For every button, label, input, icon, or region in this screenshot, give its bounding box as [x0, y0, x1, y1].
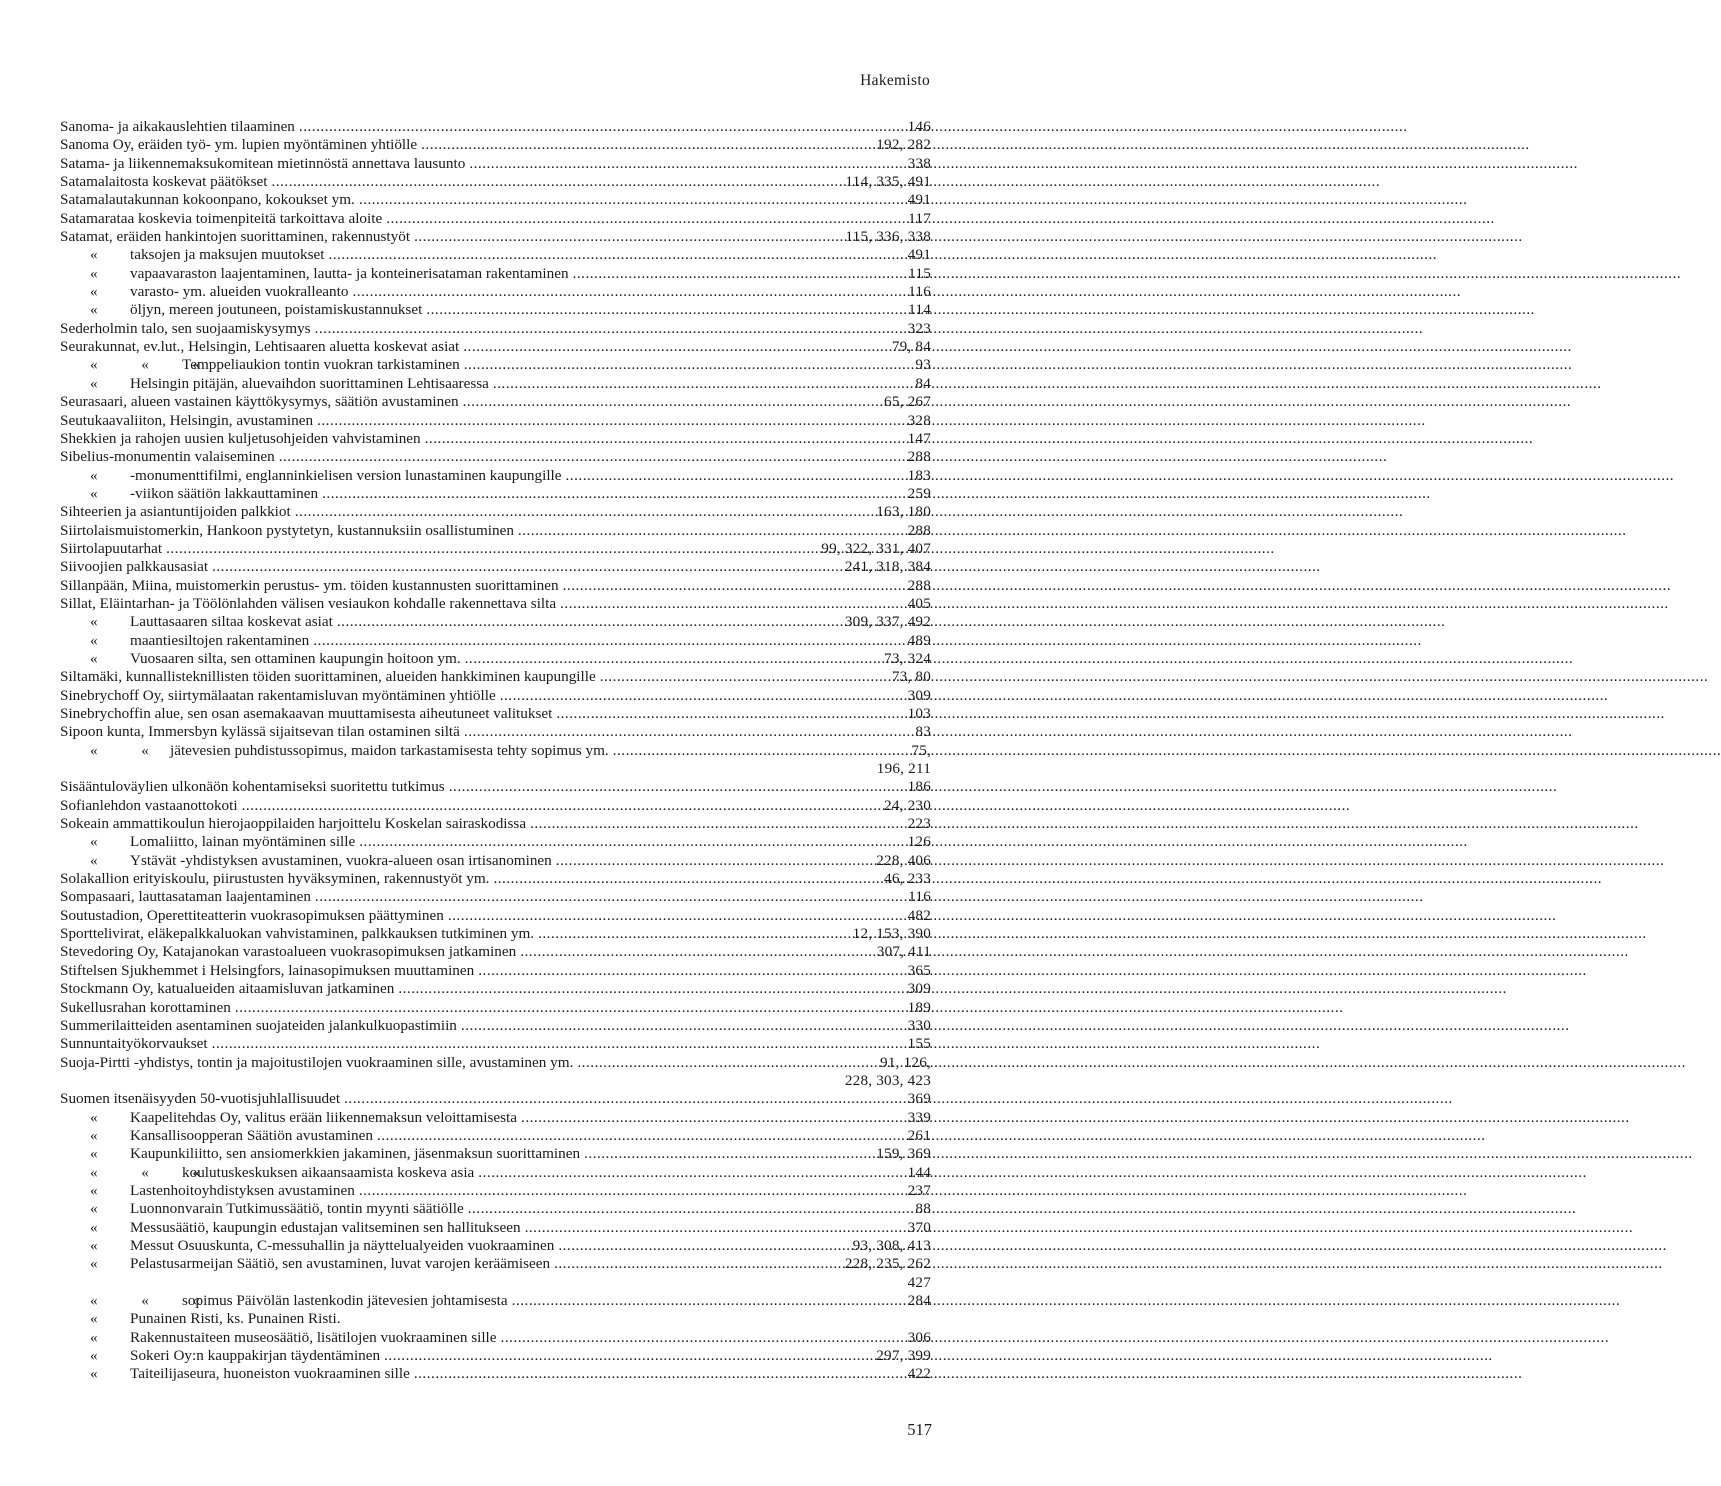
index-entry: [60, 815, 931, 833]
ditto-mark: «: [90, 851, 98, 869]
index-entry: [60, 980, 931, 998]
entry-text: Suoja-Pirtti -yhdistys, tontin ja majoitustilojen vuokraaminen sille, avustaminen ym.: [60, 1053, 574, 1071]
entry-pages: 323: [907, 319, 931, 337]
dot-leader: [315, 320, 904, 338]
entry-pages: 228, 406: [876, 851, 931, 869]
entry-text: Helsingin pitäjän, aluevaihdon suorittaminen Lehtisaaressa: [130, 374, 489, 392]
ditto-mark: « « «: [90, 1163, 200, 1181]
index-entry: [60, 430, 931, 448]
ditto-mark: «: [90, 1126, 98, 1144]
ditto-mark: «: [90, 1200, 98, 1218]
index-entry: [60, 760, 931, 778]
entry-pages: 422: [907, 1365, 931, 1383]
entry-pages: 489: [907, 631, 931, 649]
entry-pages: 297, 399: [876, 1347, 931, 1365]
dot-leader: [279, 448, 904, 466]
entry-pages: 370: [907, 1218, 931, 1236]
dot-leader: [299, 118, 904, 136]
dot-leader: [566, 467, 904, 485]
entry-text: maantiesiltojen rakentaminen: [130, 631, 310, 649]
entry-text: Pelastusarmeijan Säätiö, sen avustaminen, luvat varojen keräämiseen: [130, 1255, 551, 1273]
dot-leader: [384, 1347, 872, 1365]
entry-text: Punainen Risti, ks. Punainen Risti.: [130, 1310, 341, 1328]
entry-pages: 99, 322, 331, 407: [821, 539, 931, 557]
entry-text: Sederholmin talo, sen suojaamiskysymys: [60, 319, 311, 337]
index-entry: [60, 1109, 931, 1127]
entry-pages: 93, 308, 413: [852, 1236, 931, 1254]
entry-text: Sokeri Oy:n kauppakirjan täydentäminen: [130, 1347, 381, 1365]
dot-leader: [525, 1219, 904, 1237]
index-entry: [60, 797, 931, 815]
index-entry: [60, 778, 931, 796]
entry-text: Sillat, Eläintarhan- ja Töölönlahden välisen vesiaukon kohdalle rakennettava silta: [60, 594, 557, 612]
entry-text: Sibelius-monumentin valaiseminen: [60, 448, 275, 466]
index-entry: [60, 650, 931, 668]
dot-leader: [465, 650, 880, 668]
entry-text: Lauttasaaren siltaa koskevat asiat: [130, 613, 333, 631]
dot-leader: [468, 1200, 912, 1218]
index-entry: [60, 118, 931, 136]
entry-text: -monumenttifilmi, englanninkielisen version lunastaminen kaupungille: [130, 466, 562, 484]
index-entry: [60, 1365, 931, 1383]
index-entry: [60, 687, 931, 705]
entry-pages: 116: [908, 888, 931, 906]
dot-leader: [463, 393, 880, 411]
dot-leader: [556, 705, 903, 723]
ditto-mark: «: [90, 1347, 98, 1365]
dot-leader: [414, 228, 841, 246]
index-entry: [60, 283, 931, 301]
ditto-mark: «: [90, 1108, 98, 1126]
ditto-mark: «: [90, 246, 98, 264]
entry-text: Shekkien ja rahojen uusien kuljetusohjeiden vahvistaminen: [60, 429, 421, 447]
entry-pages: 339: [907, 1108, 931, 1126]
index-entry: [60, 210, 931, 228]
entry-text: Satamat, eräiden hankintojen suorittaminen, rakennustyöt: [60, 228, 411, 246]
dot-leader: [166, 540, 817, 558]
entry-pages: 183: [907, 466, 931, 484]
entry-pages: 237: [907, 1181, 931, 1199]
entry-pages: 116: [908, 283, 931, 301]
index-entry: [60, 1292, 931, 1310]
entry-text: Seutukaavaliiton, Helsingin, avustaminen: [60, 411, 314, 429]
dot-leader: [449, 778, 904, 796]
entry-pages: 93: [915, 356, 931, 374]
entry-text: Sanoma- ja aikakauslehtien tilaaminen: [60, 118, 295, 135]
index-entry: [60, 320, 931, 338]
dot-leader: [414, 1365, 904, 1383]
index-entry: [60, 852, 931, 870]
dot-leader: [328, 246, 903, 264]
entry-text: vapaavaraston laajentaminen, lautta- ja konteinerisataman rakentaminen: [130, 264, 569, 282]
index-entry: [60, 577, 931, 595]
ditto-mark: «: [90, 374, 98, 392]
entry-pages: 228, 235, 262: [844, 1255, 931, 1273]
dot-leader: [464, 723, 912, 741]
dot-leader: [520, 943, 873, 961]
dot-leader: [448, 907, 904, 925]
entry-pages: 328: [907, 411, 931, 429]
entry-text: Siirtolaismuistomerkin, Hankoon pystytetyn, kustannuksiin osallistuminen: [60, 521, 514, 539]
entry-text: taksojen ja maksujen muutokset: [130, 246, 325, 264]
index-entry: [60, 1274, 931, 1292]
index-entry: [60, 246, 931, 264]
entry-pages: 284: [907, 1292, 931, 1309]
index-entry: [60, 448, 931, 466]
ditto-mark: «: [90, 1310, 98, 1328]
entry-text: Sukellusrahan korottaminen: [60, 998, 231, 1016]
dot-leader: [493, 375, 911, 393]
entry-pages: 24, 230: [884, 796, 931, 814]
dot-leader: [386, 210, 904, 228]
index-entry: [60, 1072, 931, 1090]
index-entry: [60, 467, 931, 485]
entry-text: Messut Osuuskunta, C-messuhallin ja näyttelualyeiden vuokraaminen: [130, 1236, 555, 1254]
dot-leader: [501, 1329, 904, 1347]
entry-pages: 114, 335, 491: [845, 173, 931, 191]
ditto-mark: «: [90, 484, 98, 502]
index-entry: [60, 301, 931, 319]
entry-pages: 192, 282: [876, 136, 931, 154]
dot-leader: [359, 191, 904, 209]
index-entry: [60, 1329, 931, 1347]
index-entry: [60, 265, 931, 283]
index-entry: [60, 522, 931, 540]
dot-leader: [461, 1017, 904, 1035]
index-entry: [60, 1164, 931, 1182]
dot-leader: [478, 962, 903, 980]
index-entry: [60, 595, 931, 613]
ditto-mark: «: [90, 1145, 98, 1163]
entry-pages: 259: [907, 484, 931, 502]
index-entry: [60, 999, 931, 1017]
entry-pages: 288: [907, 576, 931, 594]
entry-pages: 223: [907, 815, 931, 833]
entry-text: Sihteerien ja asiantuntijoiden palkkiot: [60, 503, 291, 521]
ditto-mark: «: [90, 264, 98, 282]
ditto-mark: «: [90, 301, 98, 319]
dot-leader: [212, 1035, 904, 1053]
dot-leader: [558, 1237, 848, 1255]
entry-pages: 369: [907, 1090, 931, 1108]
ditto-mark: «: [90, 466, 98, 484]
entry-text: Siirtolapuutarhat: [60, 539, 163, 557]
entry-text: Sompasaari, lauttasataman laajentaminen: [60, 888, 311, 906]
entry-pages: 115: [908, 264, 931, 282]
entry-text: Stiftelsen Sjukhemmet i Helsingfors, lainasopimuksen muuttaminen: [60, 961, 475, 979]
entry-text: Ystävät -yhdistyksen avustaminen, vuokra-alueen osan irtisanominen: [130, 851, 552, 869]
index-entry: [60, 1054, 931, 1072]
entry-text: Vuosaaren silta, sen ottaminen kaupungin hoitoon ym.: [130, 649, 461, 667]
dot-leader: [295, 503, 873, 521]
entry-text: Rakennustaiteen museosäätiö, lisätilojen vuokraaminen sille: [130, 1328, 497, 1346]
index-entries: [60, 118, 931, 1384]
index-entry: [60, 540, 931, 558]
entry-pages: 73, 80: [891, 668, 931, 686]
dot-leader: [521, 1109, 904, 1127]
entry-pages: 117: [908, 209, 931, 227]
dot-leader: [359, 833, 903, 851]
index-entry: [60, 136, 931, 154]
entry-pages: 114: [908, 301, 931, 319]
entry-pages: 144: [907, 1163, 931, 1181]
dot-leader: [352, 283, 904, 301]
entry-pages: 261: [907, 1126, 931, 1144]
entry-pages: 491: [907, 191, 931, 209]
entry-text: Seurakunnat, ev.lut., Helsingin, Lehtisaaren aluetta koskevat asiat: [60, 338, 460, 356]
entry-text: Sofianlehdon vastaanottokoti: [60, 796, 238, 814]
index-entry: [60, 1310, 931, 1328]
index-entry: [60, 1182, 931, 1200]
ditto-mark: «: [90, 1236, 98, 1254]
entry-text: sopimus Päivölän lastenkodin jätevesien johtamisesta: [182, 1292, 508, 1309]
dot-leader: [337, 613, 841, 631]
index-entry: [60, 1127, 931, 1145]
dot-leader: [478, 1164, 903, 1182]
entry-pages: 196, 211: [876, 760, 931, 778]
dot-leader: [235, 999, 904, 1017]
entry-pages: 307, 411: [876, 943, 931, 961]
entry-text: öljyn, mereen joutuneen, poistamiskustannukset: [130, 301, 423, 319]
entry-pages: 241, 318, 384: [844, 558, 931, 576]
dot-leader: [530, 815, 904, 833]
index-entry: [60, 723, 931, 741]
index-entry: [60, 338, 931, 356]
entry-text: Sporttelivirat, eläkepalkkaluokan vahvistaminen, palkkauksen tutkiminen ym.: [60, 925, 535, 943]
dot-leader: [212, 558, 841, 576]
entry-pages: 84: [915, 374, 931, 392]
dot-leader: [554, 1255, 841, 1273]
index-entry: [60, 833, 931, 851]
index-entry: [60, 613, 931, 631]
ditto-mark: «: [90, 631, 98, 649]
entry-pages: 189: [907, 998, 931, 1016]
entry-pages: 365: [907, 961, 931, 979]
index-entry: [60, 632, 931, 650]
index-entry: [60, 962, 931, 980]
dot-leader: [313, 632, 903, 650]
dot-leader: [538, 925, 849, 943]
entry-text: Siivoojien palkkausasiat: [60, 558, 209, 576]
page-number: 517: [907, 1420, 932, 1439]
entry-text: Lomaliitto, lainan myöntäminen sille: [130, 833, 356, 851]
entry-pages: 126: [907, 833, 931, 851]
entry-text: Temppeliaukion tontin vuokran tarkistaminen: [182, 356, 460, 374]
ditto-mark: «: [90, 1218, 98, 1236]
entry-pages: 88: [915, 1200, 931, 1218]
entry-text: Messusäätiö, kaupungin edustajan valitseminen sen hallitukseen: [130, 1218, 521, 1236]
index-entry: [60, 668, 931, 686]
entry-pages: 159, 369: [876, 1145, 931, 1163]
entry-text: Seurasaari, alueen vastainen käyttökysymys, säätiön avustaminen: [60, 393, 459, 411]
ditto-mark: «: [90, 613, 98, 631]
entry-pages: 147: [907, 429, 931, 447]
entry-text: Kaupunkiliitto, sen ansiomerkkien jakaminen, jäsenmaksun suorittaminen: [130, 1145, 581, 1163]
entry-text: -viikon säätiön lakkauttaminen: [130, 484, 319, 502]
index-entry: [60, 173, 931, 191]
index-entry: [60, 503, 931, 521]
entry-text: Sipoon kunta, Immersbyn kylässä sijaitsevan tilan ostaminen siltä: [60, 723, 460, 741]
index-entry: [60, 870, 931, 888]
entry-pages: 79, 84: [891, 338, 931, 356]
entry-pages: 228, 303, 423: [844, 1071, 931, 1089]
entry-pages: 288: [907, 521, 931, 539]
index-entry: [60, 412, 931, 430]
index-entry: [60, 375, 931, 393]
entry-text: Soutustadion, Operettiteatterin vuokrasopimuksen päättyminen: [60, 906, 444, 924]
dot-leader: [613, 742, 908, 760]
dot-leader: [560, 595, 903, 613]
entry-text: Taiteilijaseura, huoneiston vuokraaminen sille: [130, 1365, 410, 1383]
ditto-mark: « « «: [90, 356, 200, 374]
index-entry: [60, 1219, 931, 1237]
dot-leader: [500, 687, 904, 705]
entry-text: Lastenhoitoyhdistyksen avustaminen: [130, 1181, 355, 1199]
entry-pages: 186: [907, 778, 931, 796]
index-entry: [60, 1237, 931, 1255]
entry-pages: 46, 233: [884, 870, 931, 888]
index-entry: [60, 1347, 931, 1365]
entry-pages: 405: [907, 594, 931, 612]
entry-text: Sanoma Oy, eräiden työ- ym. lupien myöntäminen yhtiölle: [60, 136, 418, 154]
ditto-mark: «: [90, 283, 98, 301]
dot-leader: [272, 173, 842, 191]
entry-text: Sisääntuloväylien ulkonäön kohentamiseksi suoritettu tutkimus: [60, 778, 445, 796]
dot-leader: [315, 888, 904, 906]
entry-text: Sunnuntaityökorvaukset: [60, 1035, 208, 1053]
index-entry: [60, 742, 931, 760]
index-entry: [60, 943, 931, 961]
dot-leader: [322, 485, 904, 503]
entry-text: koulutuskeskuksen aikaansaamista koskeva asia: [182, 1163, 475, 1181]
index-entry: [60, 485, 931, 503]
entry-text: Sokeain ammattikoulun hierojaoppilaiden harjoittelu Koskelan sairaskodissa: [60, 815, 527, 833]
index-entry: [60, 228, 931, 246]
dot-leader: [573, 265, 905, 283]
entry-text: Kaapelitehdas Oy, valitus erään liikennemaksun veloittamisesta: [130, 1108, 518, 1126]
entry-pages: 83: [915, 723, 931, 741]
dot-leader: [359, 1182, 904, 1200]
index-entry: [60, 356, 931, 374]
dot-leader: [600, 668, 888, 686]
running-header: Hakemisto: [860, 72, 930, 89]
entry-text: Siltamäki, kunnallisteknillisten töiden suorittaminen, alueiden hankkiminen kaupungille: [60, 668, 596, 686]
index-entry: [60, 393, 931, 411]
entry-text: varasto- ym. alueiden vuokralleanto: [130, 283, 349, 301]
entry-text: Summerilaitteiden asentaminen suojateiden jalankulkuopastimiin: [60, 1016, 457, 1034]
ditto-mark: «: [90, 833, 98, 851]
entry-text: Stevedoring Oy, Katajanokan varastoalueen vuokrasopimuksen jatkaminen: [60, 943, 517, 961]
dot-leader: [317, 412, 904, 430]
entry-text: Satamalautakunnan kokoonpano, kokoukset ym.: [60, 191, 355, 209]
entry-text: Sinebrychoffin alue, sen osan asemakaavan muuttamisesta aiheutuneet valitukset: [60, 705, 553, 722]
index-entry: [60, 888, 931, 906]
index-entry: [60, 1200, 931, 1218]
dot-leader: [512, 1292, 904, 1310]
entry-pages: 338: [907, 154, 931, 172]
dot-leader: [377, 1127, 904, 1145]
index-entry: [60, 705, 931, 723]
index-entry: [60, 1255, 931, 1273]
entry-pages: 482: [907, 906, 931, 924]
entry-text: Satamarataa koskevia toimenpiteitä tarkoittava aloite: [60, 209, 383, 227]
entry-pages: 73, 324: [884, 649, 931, 667]
index-entry: [60, 1035, 931, 1053]
index-entry: [60, 191, 931, 209]
dot-leader: [518, 522, 904, 540]
dot-leader: [493, 870, 880, 888]
entry-pages: 330: [907, 1016, 931, 1034]
entry-pages: 91, 126,: [880, 1053, 931, 1071]
entry-text: Satama- ja liikennemaksukomitean mietinnöstä annettava lausunto: [60, 154, 466, 172]
ditto-mark: « «: [90, 741, 149, 759]
entry-text: Solakallion erityiskoulu, piirustusten hyväksyminen, rakennustyöt ym.: [60, 870, 490, 888]
dot-leader: [344, 1090, 904, 1108]
index-entry: [60, 907, 931, 925]
entry-text: Sinebrychoff Oy, siirtymälaatan rakentamisluvan myöntäminen yhtiölle: [60, 686, 496, 704]
entry-pages: 103: [907, 705, 931, 722]
dot-leader: [556, 852, 872, 870]
ditto-mark: «: [90, 649, 98, 667]
entry-pages: 12, 153, 390: [852, 925, 931, 943]
entry-pages: 309: [907, 980, 931, 998]
dot-leader: [463, 338, 888, 356]
dot-leader: [464, 356, 912, 374]
index-entry: [60, 1090, 931, 1108]
ditto-mark: «: [90, 1255, 98, 1273]
ditto-mark: «: [90, 1365, 98, 1383]
entry-pages: 491: [907, 246, 931, 264]
index-entry: [60, 155, 931, 173]
index-entry: [60, 1145, 931, 1163]
index-entry: [60, 558, 931, 576]
dot-leader: [577, 1054, 876, 1072]
entry-pages: 115, 336, 338: [845, 228, 931, 246]
ditto-mark: «: [90, 1181, 98, 1199]
dot-leader: [398, 980, 903, 998]
ditto-mark: « « «: [90, 1292, 200, 1309]
ditto-mark: «: [90, 1328, 98, 1346]
entry-text: jätevesien puhdistussopimus, maidon tarkastamisesta tehty sopimus ym.: [170, 741, 609, 759]
dot-leader: [563, 577, 904, 595]
entry-pages: 309: [907, 686, 931, 704]
dot-leader: [426, 301, 904, 319]
entry-pages: 65, 267: [884, 393, 931, 411]
entry-text: Satamalaitosta koskevat päätökset: [60, 173, 268, 191]
entry-pages: 309, 337, 492: [844, 613, 931, 631]
entry-pages: 427: [907, 1273, 931, 1291]
entry-text: Sillanpään, Miina, muistomerkin perustus- ym. töiden kustannusten suorittaminen: [60, 576, 559, 594]
entry-text: Stockmann Oy, katualueiden aitaamisluvan jatkaminen: [60, 980, 395, 998]
dot-leader: [421, 136, 872, 154]
entry-pages: 155: [907, 1035, 931, 1053]
dot-leader: [425, 430, 904, 448]
entry-pages: 288: [907, 448, 931, 466]
entry-text: Luonnonvarain Tutkimussäätiö, tontin myynti säätiölle: [130, 1200, 464, 1218]
index-entry: [60, 925, 931, 943]
entry-pages: 146: [907, 118, 931, 135]
entry-text: Kansallisoopperan Säätiön avustaminen: [130, 1126, 373, 1144]
dot-leader: [242, 797, 880, 815]
entry-pages: 163, 180: [876, 503, 931, 521]
entry-pages: 75,: [911, 741, 931, 759]
entry-pages: 306: [907, 1328, 931, 1346]
entry-text: Suomen itsenäisyyden 50-vuotisjuhlallisuudet: [60, 1090, 341, 1108]
dot-leader: [584, 1145, 872, 1163]
dot-leader: [469, 155, 903, 173]
index-entry: [60, 1017, 931, 1035]
